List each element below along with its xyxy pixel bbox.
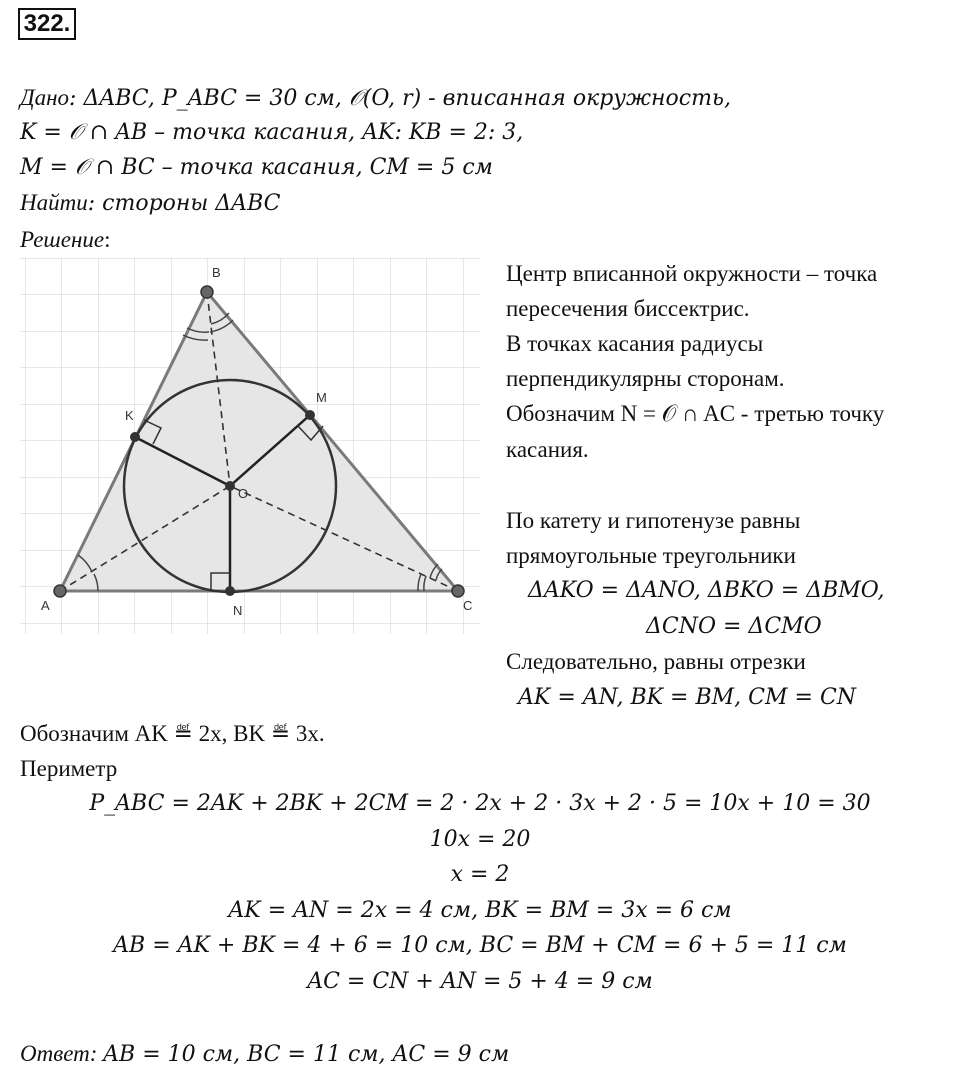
designate-line: Обозначим AK ≝ 2x, BK ≝ 3x. <box>20 721 325 746</box>
calc-line-4: AK = AN = 2x = 4 см, BK = BM = 3x = 6 см <box>228 898 732 923</box>
solution-label: Решение <box>20 227 105 252</box>
geometry-figure <box>20 258 480 634</box>
answer-text: AB = 10 см, BC = 11 см, AC = 9 см <box>103 1042 510 1067</box>
label-c: C <box>463 598 473 613</box>
calc-line-5: AB = AK + BK = 4 + 6 = 10 см, BC = BM + CM = 6 + 5 = 11 см <box>113 933 847 958</box>
solution-heading <box>20 226 111 254</box>
calc-line-1: P_ABC = 2AK + 2BK + 2CM = 2 · 2x + 2 · 3x + 2 · 5 = 10x + 10 = 30 <box>89 791 871 816</box>
point-m <box>305 410 315 420</box>
point-a <box>54 585 66 597</box>
answer-label: Ответ: <box>20 1041 98 1066</box>
explanation-line-9: Следовательно, равны отрезки <box>506 649 806 674</box>
explanation-line-6: касания. <box>506 437 589 462</box>
point-b <box>201 286 213 298</box>
calc-line-2: 10x = 20 <box>429 827 531 852</box>
point-n <box>225 586 235 596</box>
find-text: : стороны ΔABC <box>87 191 281 216</box>
label-n: N <box>233 603 243 618</box>
given-line-1 <box>20 84 731 113</box>
point-k <box>130 432 140 442</box>
point-c <box>452 585 464 597</box>
answer-line <box>20 1040 509 1069</box>
given-label: Дано <box>20 85 70 110</box>
perimeter-label: Периметр <box>20 756 118 781</box>
explanation-line-7: По катету и гипотенузе равны <box>506 508 801 533</box>
calc-line-6: AC = CN + AN = 5 + 4 = 9 см <box>307 969 653 994</box>
given-line-2: K = 𝒪 ∩ AB – точка касания, AK: KB = 2: 3, <box>20 120 524 145</box>
label-k: K <box>125 408 134 423</box>
explanation-line-3: В точках касания радиусы <box>506 331 764 356</box>
solution-colon: : <box>104 227 111 252</box>
find-line <box>20 189 280 218</box>
label-m: M <box>316 390 327 405</box>
equality-3: AK = AN, BK = BM, CM = CN <box>518 685 857 710</box>
equality-1: ΔAKO = ΔANO, ΔBKO = ΔBMO, <box>528 578 885 603</box>
find-label: Найти <box>20 190 88 215</box>
point-o <box>225 481 235 491</box>
given-line-3: M = 𝒪 ∩ BC – точка касания, CM = 5 см <box>20 155 493 180</box>
calc-line-3: x = 2 <box>450 862 510 887</box>
problem-number: 322. <box>18 8 76 40</box>
explanation-line-1: Центр вписанной окружности – точка <box>506 261 878 286</box>
label-o: O <box>238 486 249 501</box>
explanation-line-8: прямоугольные треугольники <box>506 543 796 568</box>
explanation-line-2: пересечения биссектрис. <box>506 296 750 321</box>
given-text-1: : ΔABC, P_ABC = 30 см, 𝒪(O, r) - вписанная окружность, <box>69 86 731 111</box>
explanation-line-5: Обозначим N = 𝒪 ∩ AC - третью точку <box>506 401 885 426</box>
label-a: A <box>41 598 50 613</box>
equality-2: ΔCNO = ΔCMO <box>646 614 822 639</box>
explanation-line-4: перпендикулярны сторонам. <box>506 366 785 391</box>
label-b: B <box>212 265 221 280</box>
